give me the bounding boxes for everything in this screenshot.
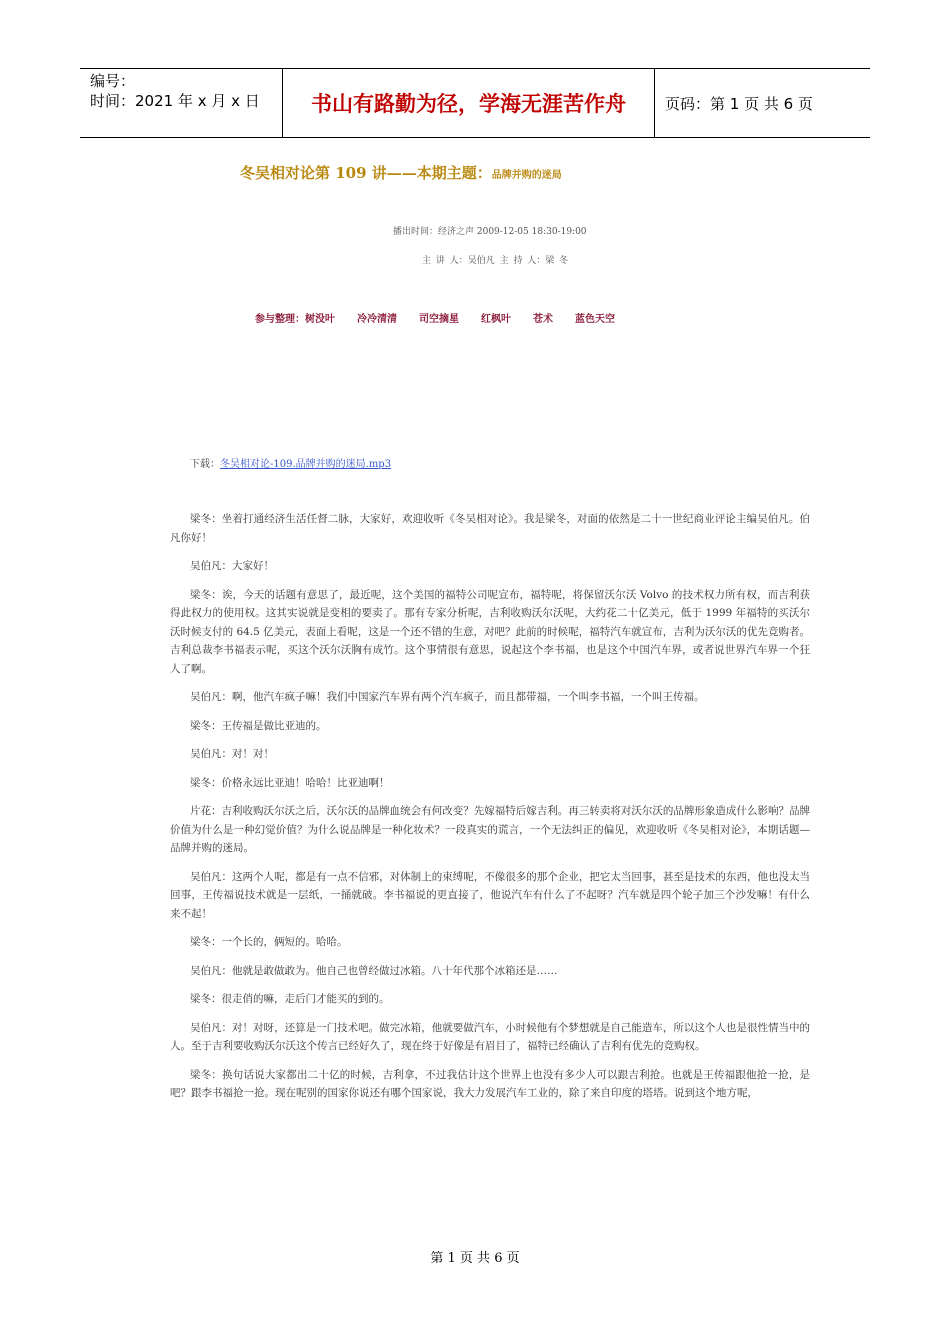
paragraph: 梁冬：换句话说大家都出二十亿的时候，吉利拿，不过我估计这个世界上也没有多少人可以跟吉利抢。也就是王传福跟他抢一抢，是吧？跟李书福抢一抢。现在呢别的国家你说还有哪个国家说，我大力发展汽车工业的，除了来自印度的塔塔。说到这个地方呢， (170, 1068, 810, 1099)
title-main: 冬吴相对论第 109 讲——本期主题： (240, 164, 492, 182)
contributor-name: 树没叶 (305, 314, 335, 325)
paragraph: 吴伯凡：对！对呀，还算是一门技术吧。做完冰箱，他就要做汽车，小时候他有个梦想就是自己能造车，所以这个人也是很性情当中的人。至于吉利要收购沃尔沃这个传言已经好久了，现在终于好像是有眉目了，福特已经确认了吉利有优先的竞购权。 (170, 1021, 810, 1052)
contributor-name: 司空摘星 (419, 314, 459, 325)
paragraph: 梁冬：价格永远比亚迪！哈哈！比亚迪啊！ (190, 776, 390, 789)
paragraph: 梁冬：坐着打通经济生活任督二脉，大家好，欢迎收听《冬吴相对论》。我是梁冬，对面的依然是二十一世纪商业评论主编吴伯凡。伯凡你好！ (170, 513, 810, 544)
header-table (80, 68, 870, 138)
paragraph: 梁冬：一个长的，俩短的。哈哈。 (190, 936, 348, 948)
download-label: 下载： (190, 459, 220, 470)
paragraph: 梁冬：诶，今天的话题有意思了，最近呢，这个美国的福特公司呢宣布，福特呢，将保留沃尔沃 Volvo 的技术权力所有权，而吉利获得此权力的使用权。这其实说就是变相的要卖了。那有专家分析呢，吉利收购沃尔沃呢，大约花二十亿美元，低于 1999 年福特的买沃尔沃时候支付的 64.5 亿美元，表面上看呢，这是一个还不错的生意，对吧？此前的时候呢，福特汽车就宣布，吉利为沃尔沃的优先竞购者。吉利总裁李书福表示呢，买这个沃尔沃胸有成竹。这个事情很有意思，说起这个李书福，也是这个中国汽车界，或者说世界汽车界一个狂人了啊。 (170, 588, 810, 675)
download-link[interactable]: 冬吴相对论-109.品牌并购的迷局.mp3 (220, 459, 392, 470)
contributor-name: 红枫叶 (481, 314, 511, 325)
paragraph: 梁冬：很走俏的嘛，走后门才能买的到的。 (190, 993, 390, 1005)
hosts-line: 主 讲 人：吴伯凡 主 持 人：梁 冬 (422, 256, 569, 266)
transcript-body (170, 510, 810, 1113)
page-footer: 第 1 页 共 6 页 (430, 1251, 520, 1266)
paragraph: 吴伯凡：啊，他汽车疯子嘛！我们中国家汽车界有两个汽车疯子，而且都带福，一个叫李书福，一个叫王传福。 (190, 691, 705, 703)
paragraph: 梁冬：王传福是做比亚迪的。 (190, 719, 327, 732)
download-line (190, 455, 391, 470)
contributors-label: 参与整理： (255, 314, 305, 325)
title-sub: 品牌并购的迷局 (491, 170, 562, 181)
contributor-name: 苍术 (533, 314, 553, 325)
paragraph: 吴伯凡：大家好！ (190, 560, 274, 572)
number-label: 编号： (90, 72, 136, 90)
paragraph: 片花：吉利收购沃尔沃之后，沃尔沃的品牌血统会有何改变？先嫁福特后嫁吉利。再三转卖将对沃尔沃的品牌形象造成什么影响？品牌价值为什么是一种幻觉价值？为什么说品牌是一种化妆术？一段真实的谎言，一个无法纠正的偏见，欢迎收听《冬吴相对论》，本期话题—品牌并购的迷局。 (170, 805, 810, 854)
paragraph: 吴伯凡：这两个人呢，都是有一点不信邪，对体制上的束缚呢，不像很多的那个企业，把它太当回事，甚至是技术的东西，他也没太当回事，王传福说技术就是一层纸，一捅就破。李书福说的更直接了，他说汽车有什么了不起呀？汽车就是四个轮子加三个沙发嘛！有什么来不起！ (170, 870, 810, 920)
document-title (240, 162, 562, 183)
broadcast-time: 播出时间：经济之声 2009-12-05 18:30-19:00 (393, 227, 587, 237)
motto: 书山有路勤为径，学海无涯苦作舟 (282, 69, 655, 137)
paragraph: 吴伯凡：他就是敢做敢为。他自己也曾经做过冰箱。八十年代那个冰箱还是…… (190, 964, 558, 977)
contributor-name: 蓝色天空 (575, 314, 615, 325)
contributor-name: 冷冷清清 (357, 314, 397, 325)
header-info-cell (80, 69, 282, 137)
paragraph: 吴伯凡：对！对！ (190, 748, 274, 760)
contributors (255, 310, 637, 325)
page-label: 页码：第 1 页 共 6 页 (665, 94, 813, 113)
time-label: 时间：2021 年 x 月 x 日 (90, 92, 260, 110)
